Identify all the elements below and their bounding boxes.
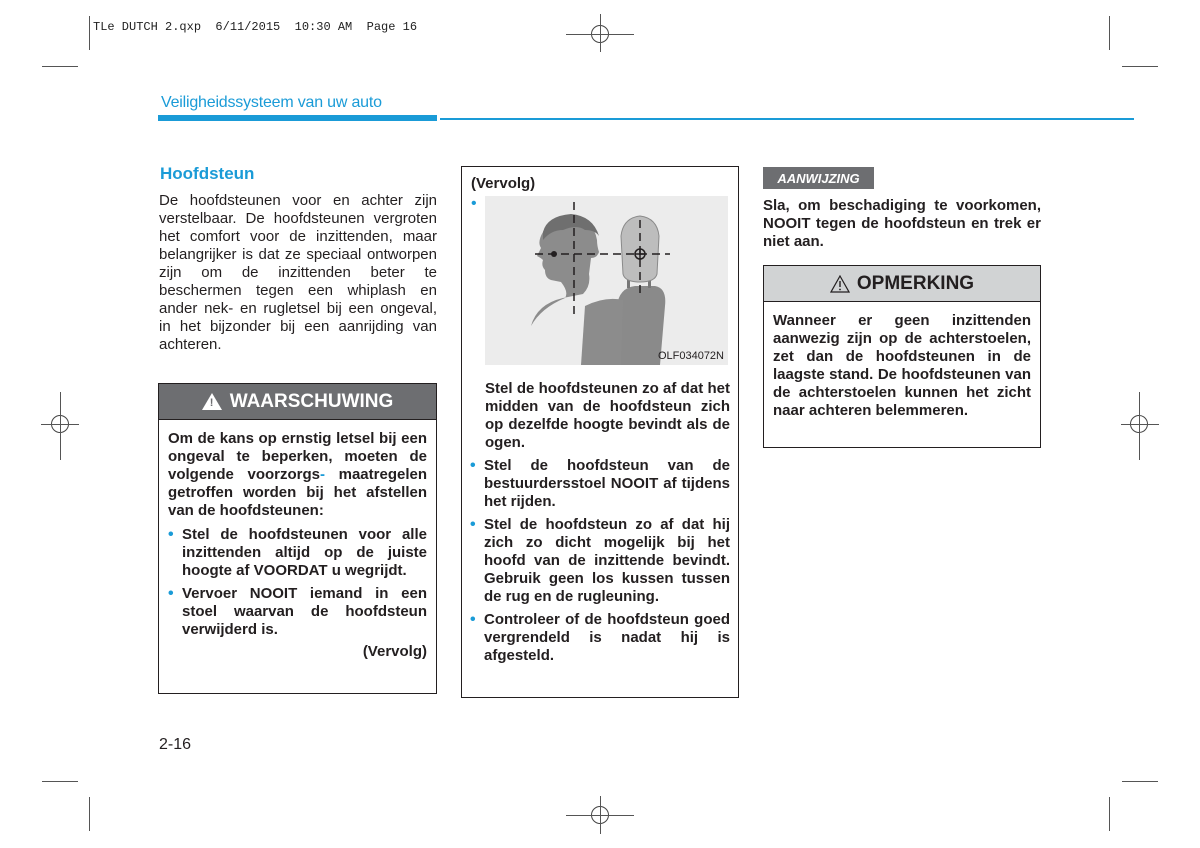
caution-header-label: OPMERKING — [856, 272, 975, 294]
headrest-figure-svg — [485, 196, 728, 365]
continued-first-text: Stel de hoofdsteunen zo af dat het midden van de hoofdsteun zich op dezelfde hoogte bevindt als de ogen. — [485, 380, 730, 451]
caution-header — [764, 266, 1040, 302]
crop-mark — [1122, 781, 1158, 782]
warning-body — [159, 420, 436, 661]
continued-body — [470, 380, 730, 670]
note-tag: AANWIJZING — [763, 167, 874, 189]
headrest-illustration — [485, 196, 728, 365]
list-item: • Stel de hoofdsteun zo af dat hij zich zo dicht mogelijk bij het hoofd van de inzittende bevindt. Gebruik geen los kussen tussen de rug en de rugleuning. — [470, 516, 730, 606]
header-rule-thick — [158, 115, 437, 121]
warning-lead-part2: maatregelen getroffen worden bij het afstellen van de hoofdsteunen: — [168, 466, 427, 519]
warning-bullets — [168, 526, 427, 639]
warning-continued: (Vervolg) — [362, 643, 427, 660]
crop-mark — [89, 797, 90, 831]
list-item: • Vervoer NOOIT iemand in een stoel waarvan de hoofdsteun verwijderd is. — [168, 585, 427, 639]
registration-line — [1139, 392, 1140, 460]
registration-line — [600, 796, 601, 834]
continued-bullets — [470, 457, 730, 665]
crop-mark — [42, 781, 78, 782]
header-rule-thin — [440, 118, 1134, 120]
registration-line — [60, 392, 61, 460]
warning-box — [158, 383, 437, 694]
warning-header — [159, 384, 436, 420]
page-number: 2-16 — [159, 736, 192, 753]
list-item: • Controleer of de hoofdsteun goed vergrendeld is nadat hij is afgesteld. — [470, 611, 730, 665]
registration-line — [1121, 424, 1159, 425]
crop-mark — [1109, 797, 1110, 831]
continued-header: (Vervolg) — [471, 175, 536, 192]
running-header: Veiligheidssysteem van uw auto — [161, 94, 382, 111]
warning-lead-hyphen: - — [319, 466, 325, 483]
registration-line — [600, 14, 601, 52]
figure-code: OLF034072N — [657, 350, 724, 362]
print-header: TLe DUTCH 2.qxp 6/11/2015 10:30 AM Page 16 — [93, 20, 418, 34]
caution-triangle-icon — [830, 275, 850, 293]
caution-text: Wanneer er geen inzittenden aanwezig zijn op de achterstoelen, zet dan de hoofdsteunen in de laagste stand. De hoofdsteunen van de achterstoelen kunnen het zicht naar achteren belemmeren. — [773, 312, 1031, 419]
section-intro: De hoofdsteunen voor en achter zijn verstelbaar. De hoofdsteunen vergroten het comfort voor de inzittenden, maar belangrijker is dat ze speciaal ontworpen zijn om de inzittenden beter te beschermen tegen een whiplash en ander nek- en rugletsel bij een ongeval, in het bijzonder bij een aanrijding van achteren. — [159, 192, 437, 353]
list-item: • Stel de hoofdsteun van de bestuurdersstoel NOOIT af tijdens het rijden. — [470, 457, 730, 511]
crop-mark — [1122, 66, 1158, 67]
list-item: • Stel de hoofdsteunen voor alle inzittenden altijd op de juiste hoogte af VOORDAT u wegrijdt. — [168, 526, 427, 580]
note-text: Sla, om beschadiging te voorkomen, NOOIT tegen de hoofdsteun en trek er niet aan. — [763, 197, 1041, 250]
section-title: Hoofdsteun — [160, 164, 255, 183]
crop-mark — [89, 16, 90, 50]
warning-lead — [168, 430, 427, 520]
warning-lead-part1: Om de kans op ernstig letsel bij een ongeval te beperken, moeten de volgende voorzorgs — [168, 430, 427, 483]
crop-mark — [42, 66, 78, 67]
warning-triangle-icon: ! — [202, 393, 222, 410]
caution-box — [763, 265, 1041, 448]
warning-header-label: WAARSCHUWING — [229, 390, 394, 412]
bullet-dot-icon: • — [471, 195, 477, 212]
crop-mark — [1109, 16, 1110, 50]
